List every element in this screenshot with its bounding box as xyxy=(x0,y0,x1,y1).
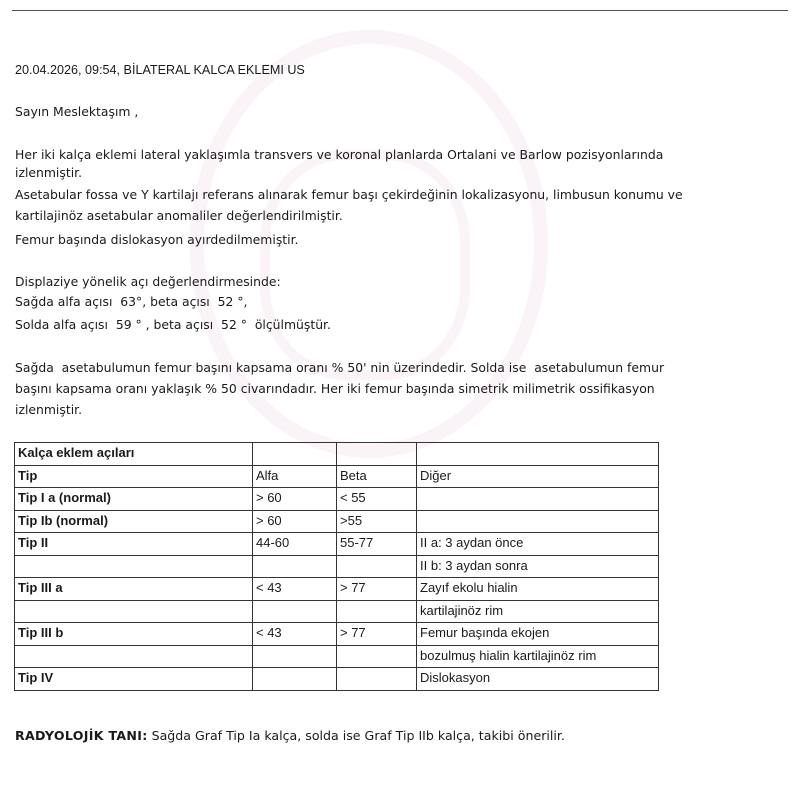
text-line: izlenmiştir. xyxy=(15,165,83,180)
text-line: kartilajinöz asetabular anomaliler değerlendirilmiştir. xyxy=(15,208,343,223)
table-row xyxy=(15,623,659,646)
table-cell xyxy=(15,555,253,578)
table-cell xyxy=(15,645,253,668)
table-cell xyxy=(337,555,417,578)
column-header: Beta xyxy=(337,465,417,488)
table-row xyxy=(15,488,659,511)
table-cell: Zayıf ekolu hialin xyxy=(417,578,659,601)
table-cell xyxy=(253,645,337,668)
table-cell: kartilajinöz rim xyxy=(417,600,659,623)
table-cell: Tip Ib (normal) xyxy=(15,510,253,533)
table-cell: Tip IV xyxy=(15,668,253,691)
diagnosis-text: Sağda Graf Tip Ia kalça, solda ise Graf Tip IIb kalça, takibi önerilir. xyxy=(147,728,565,743)
table-cell: > 60 xyxy=(253,510,337,533)
table-title-row xyxy=(15,443,659,466)
text-line: Solda alfa açısı 59 ° , beta açısı 52 ° ölçülmüştür. xyxy=(15,317,331,332)
table-cell: bozulmuş hialin kartilajinöz rim xyxy=(417,645,659,668)
table-cell xyxy=(253,555,337,578)
text-line: Sağda alfa açısı 63°, beta açısı 52 °, xyxy=(15,294,248,309)
table-cell xyxy=(337,645,417,668)
table-cell xyxy=(253,600,337,623)
hip-angle-table xyxy=(14,442,659,691)
table-row xyxy=(15,668,659,691)
table-row xyxy=(15,533,659,556)
table-header-row xyxy=(15,465,659,488)
report-header: 20.04.2026, 09:54, BİLATERAL KALCA EKLEMI US xyxy=(15,63,305,77)
table-cell: II b: 3 aydan sonra xyxy=(417,555,659,578)
table-cell: Tip III a xyxy=(15,578,253,601)
table-cell: < 43 xyxy=(253,623,337,646)
text-line: Displaziye yönelik açı değerlendirmesinde: xyxy=(15,274,281,289)
table-cell: > 77 xyxy=(337,578,417,601)
table-cell xyxy=(337,600,417,623)
text-line: izlenmiştir. xyxy=(15,402,83,417)
table-cell: 44-60 xyxy=(253,533,337,556)
table-row xyxy=(15,600,659,623)
column-header: Diğer xyxy=(417,465,659,488)
table-cell: II a: 3 aydan önce xyxy=(417,533,659,556)
table-cell: Femur başında ekojen xyxy=(417,623,659,646)
text-line: Her iki kalça eklemi lateral yaklaşımla transvers ve koronal planlarda Ortalani ve Barlow pozisyonlarında xyxy=(15,147,664,162)
table-cell xyxy=(417,488,659,511)
table-row xyxy=(15,578,659,601)
table-cell: < 55 xyxy=(337,488,417,511)
table-cell xyxy=(253,668,337,691)
column-header: Tip xyxy=(15,465,253,488)
text-line: başını kapsama oranı yaklaşık % 50 civarındadır. Her iki femur başında simetrik milimetrik ossifikasyon xyxy=(15,381,655,396)
text-line: Sağda asetabulumun femur başını kapsama oranı % 50' nin üzerindedir. Solda ise asetabulumun femur xyxy=(15,360,665,375)
table-row xyxy=(15,555,659,578)
table-cell xyxy=(337,668,417,691)
diagnosis-label: RADYOLOJİK TANI: xyxy=(15,728,148,743)
greeting: Sayın Meslektaşım , xyxy=(15,104,139,119)
text-line: Femur başında dislokasyon ayırdedilmemiştir. xyxy=(15,232,299,247)
table-cell xyxy=(417,510,659,533)
table-cell: < 43 xyxy=(253,578,337,601)
table-row xyxy=(15,645,659,668)
table-cell: Tip III b xyxy=(15,623,253,646)
table-cell: >55 xyxy=(337,510,417,533)
watermark-seal-inner xyxy=(260,150,470,380)
table-cell: Dislokasyon xyxy=(417,668,659,691)
table-cell: Tip I a (normal) xyxy=(15,488,253,511)
column-header: Alfa xyxy=(253,465,337,488)
table-title: Kalça eklem açıları xyxy=(15,443,253,466)
table-cell: > 77 xyxy=(337,623,417,646)
table-cell: Tip II xyxy=(15,533,253,556)
table-cell: > 60 xyxy=(253,488,337,511)
table-row xyxy=(15,510,659,533)
table-cell xyxy=(15,600,253,623)
radiological-diagnosis xyxy=(15,728,565,743)
text-line: Asetabular fossa ve Y kartilajı referans alınarak femur başı çekirdeğinin lokalizasyonu, limbusun konumu ve xyxy=(15,187,683,202)
table-cell: 55-77 xyxy=(337,533,417,556)
top-rule xyxy=(12,10,788,11)
